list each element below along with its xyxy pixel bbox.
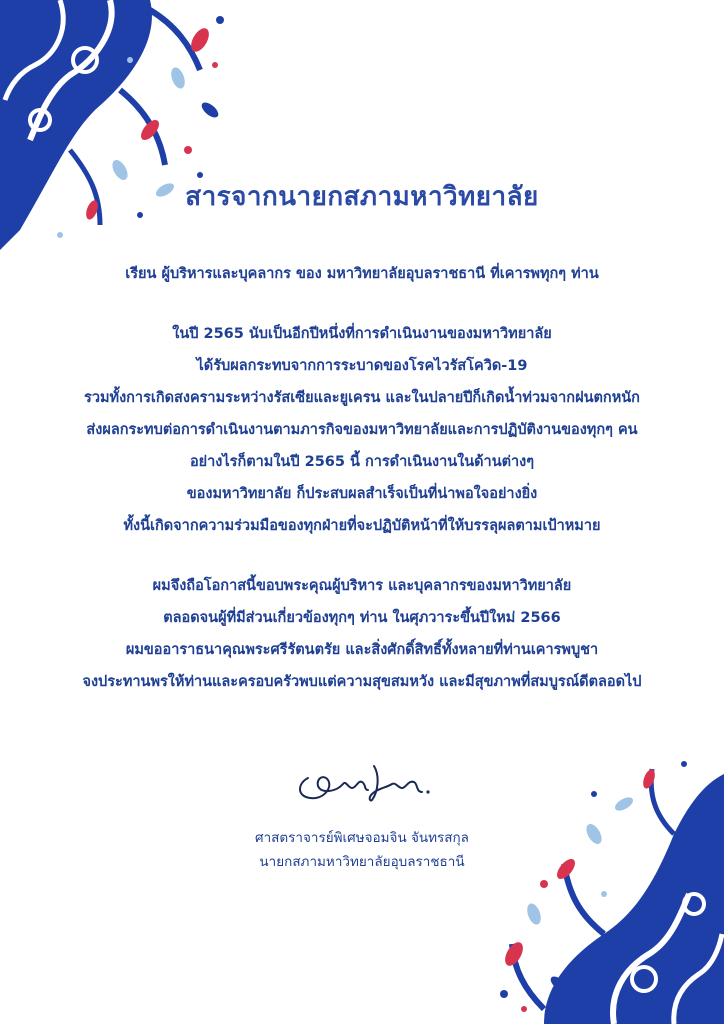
- floral-corner-bottom-right: [484, 754, 724, 1024]
- paragraph-line: ส่งผลกระทบต่อการดำเนินงานตามภารกิจของมหาวิทยาลัยและการปฏิบัติงานของทุกๆ คน: [86, 422, 638, 438]
- signer-position: นายกสภามหาวิทยาลัยอุบลราชธานี: [259, 854, 465, 870]
- paragraph-line: ผมขออาราธนาคุณพระศรีรัตนตรัย และสิ่งศักดิ์สิทธิ์ทั้งหลายที่ท่านเคารพบูชา: [125, 642, 599, 658]
- signer-name: ศาสตราจารย์พิเศษจอมจิน จันทรสกุล: [255, 830, 469, 846]
- paragraph-line: ผมจึงถือโอกาสนี้ขอบพระคุณผู้บริหาร และบุคลากรของมหาวิทยาลัย: [152, 578, 572, 594]
- signer-block: [0, 826, 724, 874]
- letter-title: สารจากนายกสภามหาวิทยาลัย: [185, 182, 539, 212]
- paragraph-line: ทั้งนี้เกิดจากความร่วมมือของทุกฝ่ายที่จะปฏิบัติหน้าที่ให้บรรลุผลตามเป้าหมาย: [123, 518, 601, 534]
- paragraph-1: [10, 318, 714, 542]
- handwritten-signature: [288, 758, 438, 808]
- paragraph-line: ของมหาวิทยาลัย ก็ประสบผลสำเร็จเป็นที่น่าพอใจอย่างยิ่ง: [186, 486, 538, 502]
- paragraph-line: อย่างไรก็ตามในปี 2565 นี้ การดำเนินงานในด้านต่างๆ: [189, 454, 535, 470]
- paragraph-2: [10, 570, 714, 698]
- paragraph-line: จงประทานพรให้ท่านและครอบครัวพบแต่ความสุขสมหวัง และมีสุขภาพที่สมบูรณ์ดีตลอดไป: [82, 674, 642, 690]
- salutation: เรียน ผู้บริหารและบุคลากร ของ มหาวิทยาลัยอุบลราชธานี ที่เคารพทุกๆ ท่าน: [125, 266, 599, 282]
- paragraph-line: รวมทั้งการเกิดสงครามระหว่างรัสเซียและยูเครน และในปลายปีก็เกิดน้ำท่วมจากฝนตกหนัก: [84, 390, 640, 406]
- paragraph-line: ได้รับผลกระทบจากการระบาดของโรคไวรัสโควิด-19: [196, 358, 528, 374]
- paragraph-line: ตลอดจนผู้ที่มีส่วนเกี่ยวข้องทุกๆ ท่าน ในศุภวาระขึ้นปีใหม่ 2566: [163, 610, 561, 626]
- paragraph-line: ในปี 2565 นับเป็นอีกปีหนึ่งที่การดำเนินงานของมหาวิทยาลัย: [172, 326, 552, 342]
